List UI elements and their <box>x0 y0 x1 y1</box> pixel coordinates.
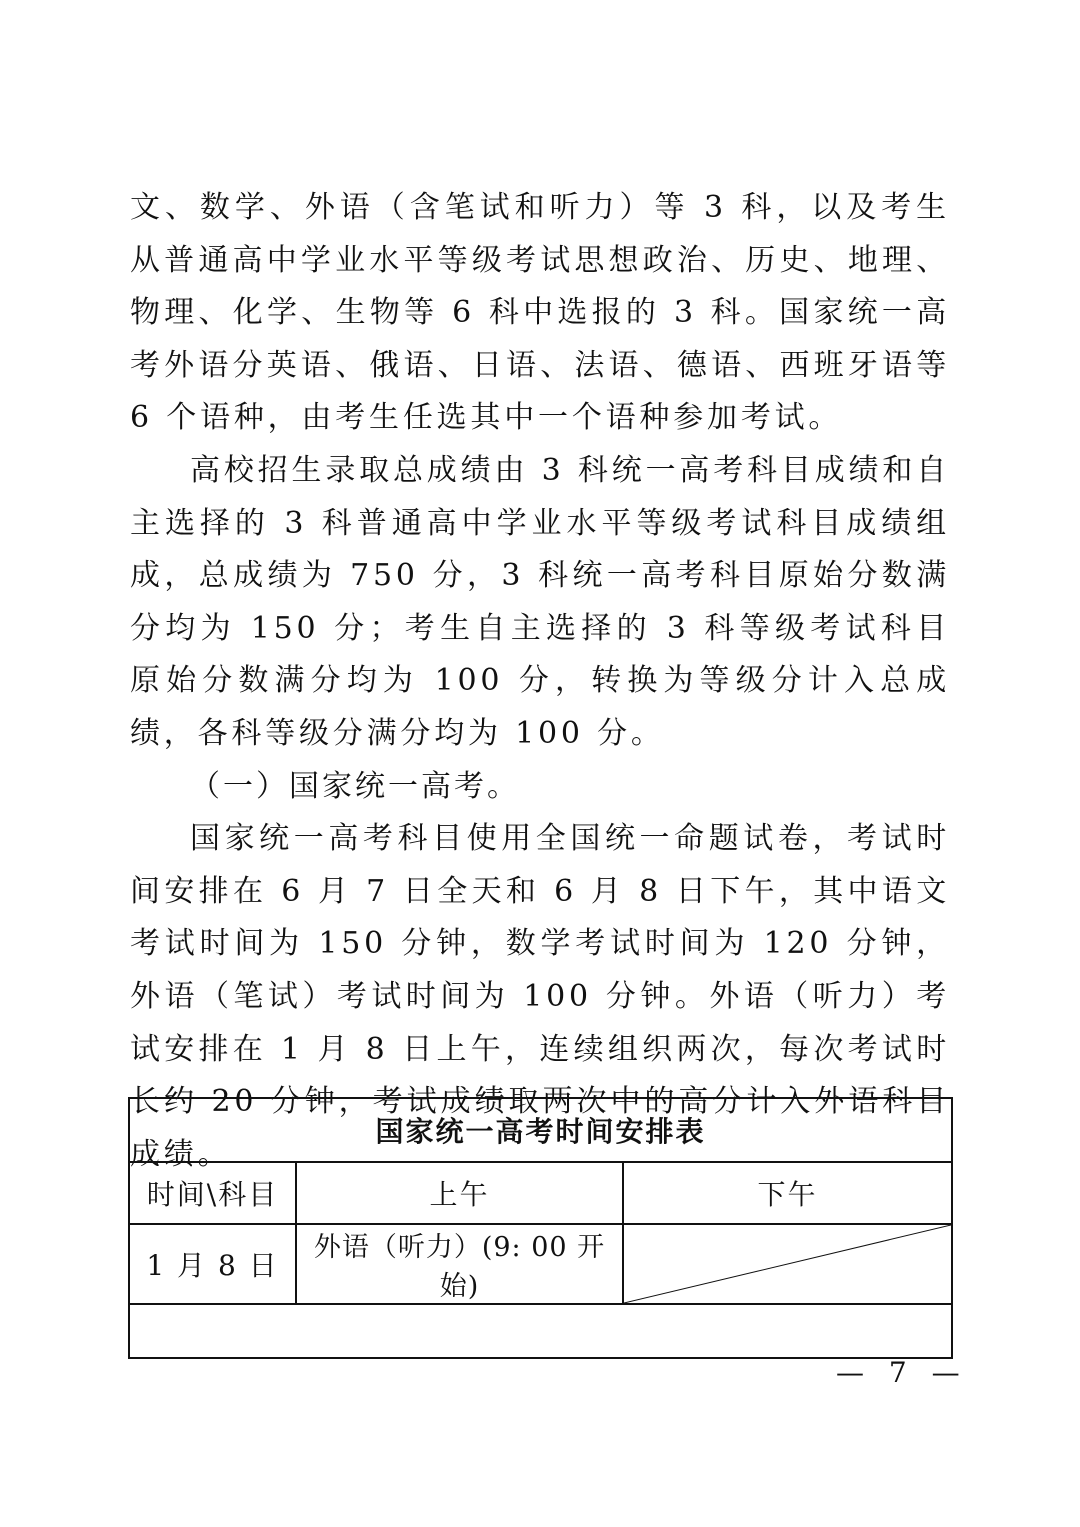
exam-schedule-table <box>128 1097 953 1359</box>
table-header-row <box>129 1162 952 1224</box>
paragraph-total-score: 高校招生录取总成绩由 3 科统一高考科目成绩和自主选择的 3 科普通高中学业水平等级考试科目成绩组成，总成绩为 750 分，3 科统一高考科目原始分数满分均为 150 分；考生自主选择的 3 科等级考试科目原始分数满分均为 100 分，转换为等级分计入总成绩，各科等级分满分均为 100 分。 <box>130 452 950 751</box>
header-time-subject: 时间\科目 <box>129 1162 296 1224</box>
page-number: — 7 — <box>836 1356 968 1389</box>
document-body <box>130 182 950 1181</box>
paragraph-exam-schedule: 国家统一高考科目使用全国统一命题试卷，考试时间安排在 6 月 7 日全天和 6 月 8 日下午，其中语文考试时间为 150 分钟，数学考试时间为 120 分钟，外语（笔试）考试时间为 100 分钟。外语（听力）考试安排在 1 月 8 日上午，连续组织两次，每次考试时长约 20 分钟，考试成绩取两次中的高分计入外语科目成绩。 <box>130 821 950 1172</box>
table-row <box>129 1224 952 1304</box>
header-morning: 上午 <box>296 1162 623 1224</box>
diagonal-slash <box>624 1225 951 1303</box>
cell-empty <box>129 1304 952 1358</box>
cell-date: 1 月 8 日 <box>129 1224 296 1304</box>
table-title-row <box>129 1098 952 1162</box>
cell-afternoon-empty <box>623 1224 952 1304</box>
cell-morning: 外语（听力）(9: 00 开始) <box>296 1224 623 1304</box>
section-heading-national-exam: （一）国家统一高考。 <box>190 768 520 804</box>
table-title: 国家统一高考时间安排表 <box>129 1098 952 1162</box>
table-empty-row <box>129 1304 952 1358</box>
paragraph-exam-subjects: 文、数学、外语（含笔试和听力）等 3 科，以及考生从普通高中学业水平等级考试思想政治、历史、地理、物理、化学、生物等 6 科中选报的 3 科。国家统一高考外语分英语、俄语、日语、法语、德语、西班牙语等 6 个语种，由考生任选其中一个语种参加考试。 <box>130 190 950 436</box>
header-afternoon: 下午 <box>623 1162 952 1224</box>
